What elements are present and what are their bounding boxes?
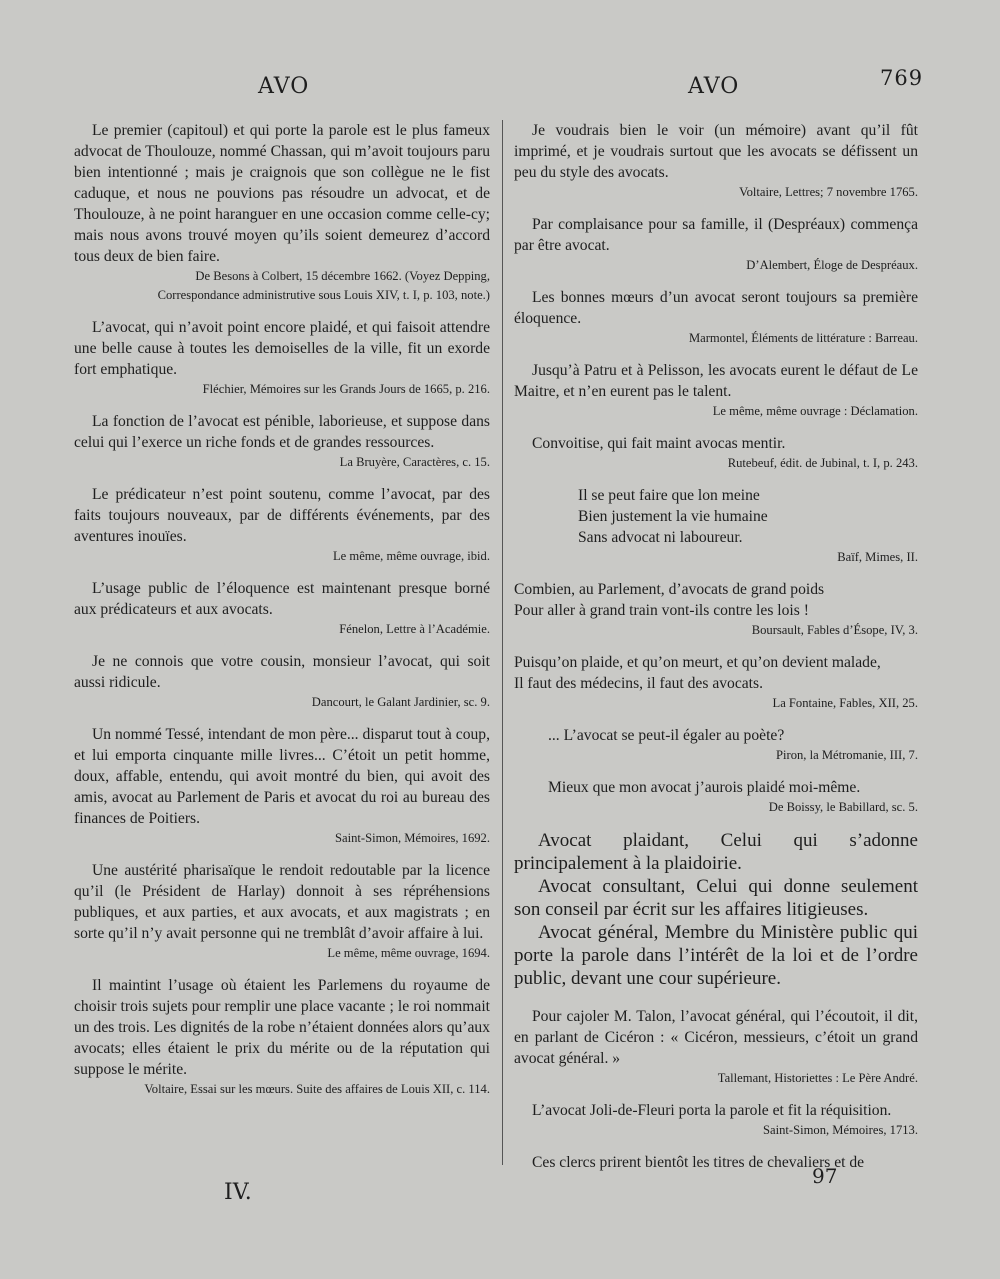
page-number: 769 xyxy=(880,66,924,90)
quote-source: Le même, même ouvrage, 1694. xyxy=(327,946,490,960)
quote-source: Saint-Simon, Mémoires, 1692. xyxy=(335,831,490,845)
definition-plaidant: Avocat plaidant, Celui qui s’adonne principalement à la plaidoirie. xyxy=(514,830,918,874)
quote-text: Il maintint l’usage où étaient les Parlemens du royaume de choisir trois sujets pour remplir une place vacante ; le roi nommait un des trois. Les dignités de la robe n’étaient données alors qu’aux avocats; elles étaient le prix du mérite ou de la réputation qui suppose le mérite. xyxy=(74,977,490,1078)
quote-text: Jusqu’à Patru et à Pelisson, les avocats eurent le défaut de Le Maitre, et n’en eurent pas le talent. xyxy=(514,362,918,400)
definition-general: Avocat général, Membre du Ministère public qui porte la parole dans l’intérêt de la loi et de l’ordre public, devant une cour supérieure. xyxy=(514,922,918,989)
quote-text: L’usage public de l’éloquence est maintenant presque borné aux prédicateurs et aux avocats. xyxy=(74,580,490,618)
right-column xyxy=(514,120,918,1173)
trailing-line: Ces clercs prirent bientôt les titres de chevaliers et de xyxy=(532,1154,865,1171)
poem-line: ... L’avocat se peut-il égaler au poète? xyxy=(548,727,785,744)
quote-source: Voltaire, Lettres; 7 novembre 1765. xyxy=(739,185,918,199)
poem-piron xyxy=(514,725,918,746)
quote-text: Les bonnes mœurs d’un avocat seront toujours sa première éloquence. xyxy=(514,289,918,327)
quote-source: Le même, même ouvrage, ibid. xyxy=(332,549,490,563)
signature-mark: 97 xyxy=(812,1164,838,1188)
quote-source: La Fontaine, Fables, XII, 25. xyxy=(772,696,918,710)
poem-line: Bien justement la vie humaine xyxy=(578,508,768,525)
poem-line: Pour aller à grand train vont-ils contre les lois ! xyxy=(514,602,809,619)
quote-text: Une austérité pharisaïque le rendoit redoutable par la licence qu’il (le Président de Harlay) donnoit à ses répréhensions publiques, et aux parties, et aux avocats, et aux magistrats ; en sorte qu’il n’y avait personne qui ne tremblât d’avoir affaire à lui. xyxy=(74,862,490,942)
quote-text: Un nommé Tessé, intendant de mon père... disparut tout à coup, et lui emporta cinquante mille livres... C’étoit un petit homme, doux, affable, entendu, qui avoit montré du bien, qui avoit des amis, avocat au Parlement de Paris et avocat du roi au bureau des finances de Poitiers. xyxy=(74,726,490,827)
quote-source: Voltaire, Essai sur les mœurs. Suite des affaires de Louis XII, c. 114. xyxy=(144,1082,490,1096)
quote-source: Le même, même ouvrage : Déclamation. xyxy=(712,404,918,418)
quote-text: Pour cajoler M. Talon, l’avocat général, qui l’écoutoit, il dit, en parlant de Cicéron : « Cicéron, messieurs, c’étoit un grand avocat général. » xyxy=(514,1008,918,1067)
poem-line: Il se peut faire que lon meine xyxy=(578,487,760,504)
running-head-right: AVO xyxy=(688,74,740,99)
quote-source: Marmontel, Éléments de littérature : Barreau. xyxy=(688,331,918,345)
quote-source: Fléchier, Mémoires sur les Grands Jours de 1665, p. 216. xyxy=(202,382,490,396)
quote-text: Je ne connois que votre cousin, monsieur l’avocat, qui soit aussi ridicule. xyxy=(74,653,490,691)
quote-source: De Besons à Colbert, 15 décembre 1662. (Voyez Depping, Correspondance administrutive sous Louis XIV, t. I, p. 103, note.) xyxy=(157,269,490,302)
left-column xyxy=(74,120,490,1111)
quote-source: Tallemant, Historiettes : Le Père André. xyxy=(717,1071,918,1085)
quote-text: La fonction de l’avocat est pénible, laborieuse, et suppose dans celui qui l’exerce un riche fonds et de grandes ressources. xyxy=(74,413,490,451)
poem-lafontaine xyxy=(514,652,918,694)
poem-line: Il faut des médecins, il faut des avocats. xyxy=(514,675,763,692)
quote-text: Convoitise, qui fait maint avocas mentir. xyxy=(532,435,786,452)
poem-boursault xyxy=(514,579,918,621)
quote-source: Piron, la Métromanie, III, 7. xyxy=(776,748,918,762)
quote-source: Dancourt, le Galant Jardinier, sc. 9. xyxy=(311,695,490,709)
quote-text: Je voudrais bien le voir (un mémoire) avant qu’il fût imprimé, et je voudrais surtout que les avocats se défissent un peu du style des avocats. xyxy=(514,122,918,181)
quote-source: D’Alembert, Éloge de Despréaux. xyxy=(746,258,918,272)
definition-consultant: Avocat consultant, Celui qui donne seulement son conseil par écrit sur les affaires litigieuses. xyxy=(514,876,918,920)
column-divider xyxy=(502,120,503,1165)
poem-baif xyxy=(514,485,918,548)
quote-source: Fénelon, Lettre à l’Académie. xyxy=(339,622,490,636)
quote-source: La Bruyère, Caractères, c. 15. xyxy=(339,455,490,469)
quote-text: Par complaisance pour sa famille, il (Despréaux) commença par être avocat. xyxy=(514,216,918,254)
quote-text: Le premier (capitoul) et qui porte la parole est le plus fameux advocat de Thoulouze, nommé Chassan, qui m’avoit toujours paru bien intentionné ; mais je craignois que son collègue ne le fist caduque, et nous ne pouvions pas résoudre un advocat, et de Thoulouze, à ne point haranguer en une occasion comme celle-cy; mais nous avons trouvé moyen qu’ils soient demeurez d’accord tous deux de bien faire. xyxy=(74,122,490,265)
definitions-block xyxy=(514,829,918,990)
poem-boissy xyxy=(514,777,918,798)
poem-line: Mieux que mon avocat j’aurois plaidé moi-même. xyxy=(548,779,861,796)
poem-line: Sans advocat ni laboureur. xyxy=(578,529,743,546)
quote-source: Saint-Simon, Mémoires, 1713. xyxy=(763,1123,918,1137)
poem-line: Combien, au Parlement, d’avocats de grand poids xyxy=(514,581,825,598)
quote-source: Boursault, Fables d’Ésope, IV, 3. xyxy=(751,623,918,637)
quote-source: Baïf, Mimes, II. xyxy=(837,550,918,564)
poem-line: Puisqu’on plaide, et qu’on meurt, et qu’on devient malade, xyxy=(514,654,881,671)
running-head-left: AVO xyxy=(258,74,310,99)
quote-text: L’avocat, qui n’avoit point encore plaidé, et qui faisoit attendre une belle cause à toutes les demoiselles de la ville, fit un exorde fort emphatique. xyxy=(74,319,490,378)
quote-text: L’avocat Joli-de-Fleuri porta la parole et fit la réquisition. xyxy=(532,1102,892,1119)
volume-mark: IV. xyxy=(224,1180,252,1205)
quote-source: Rutebeuf, édit. de Jubinal, t. I, p. 243. xyxy=(727,456,918,470)
quote-text: Le prédicateur n’est point soutenu, comme l’avocat, par des faits toujours nouveaux, par de différents événements, par des aventures inouïes. xyxy=(74,486,490,545)
quote-source: De Boissy, le Babillard, sc. 5. xyxy=(768,800,918,814)
